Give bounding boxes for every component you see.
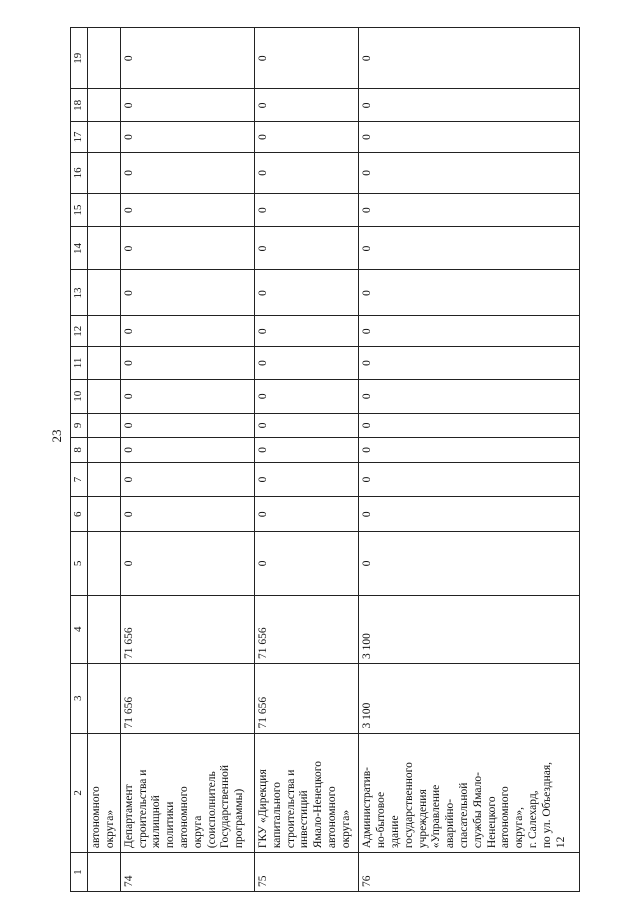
cell-value: 0 (255, 316, 359, 347)
cell-empty (88, 270, 121, 316)
cell-value: 0 (120, 532, 254, 595)
cell-value: 0 (120, 89, 254, 122)
column-number: 17 (71, 122, 88, 153)
cell-empty (88, 413, 121, 438)
cell-value: 0 (255, 270, 359, 316)
cell-value: 0 (120, 227, 254, 270)
cell-value: 0 (255, 379, 359, 413)
cell-empty (88, 532, 121, 595)
cell-value: 0 (359, 270, 580, 316)
cell-empty (88, 193, 121, 227)
cell-value: 0 (120, 316, 254, 347)
cell-value: 0 (120, 270, 254, 316)
cell-value: 0 (255, 532, 359, 595)
cell-value: 0 (359, 413, 580, 438)
cell-value: 0 (359, 89, 580, 122)
column-number: 8 (71, 438, 88, 463)
continuation-text: автономного округа» (88, 733, 121, 853)
cell-value: 0 (120, 379, 254, 413)
column-number: 6 (71, 497, 88, 532)
page-number: 23 (49, 429, 64, 443)
cell-value: 0 (359, 532, 580, 595)
cell-value: 71 656 (255, 664, 359, 734)
row-number: 75 (255, 853, 359, 892)
table-row (359, 28, 580, 892)
column-number: 5 (71, 532, 88, 595)
cell-value: 0 (359, 379, 580, 413)
column-number: 4 (71, 595, 88, 664)
table-row (120, 28, 254, 892)
cell-value: 0 (255, 152, 359, 193)
row-name: ГКУ «Дирекция капитального строительства и инвестиций Ямало-Ненецкого автономного округа» (255, 733, 359, 853)
cell-value: 0 (120, 347, 254, 380)
cell-value: 0 (120, 462, 254, 497)
cell-value: 0 (120, 497, 254, 532)
cell-value: 0 (359, 497, 580, 532)
cell-value: 0 (359, 122, 580, 153)
column-number: 2 (71, 733, 88, 853)
column-number: 10 (71, 379, 88, 413)
cell-value: 71 656 (120, 664, 254, 734)
row-number: 74 (120, 853, 254, 892)
column-number: 3 (71, 664, 88, 734)
cell-empty (88, 438, 121, 463)
cell-value: 0 (359, 316, 580, 347)
column-number: 13 (71, 270, 88, 316)
cell-empty (88, 462, 121, 497)
column-number: 11 (71, 347, 88, 380)
cell-value: 0 (255, 413, 359, 438)
row-name: Департамент строительства и жилищной политики автономного округа (соисполнитель Государственной программы) (120, 733, 254, 853)
cell-value: 0 (255, 28, 359, 89)
column-number: 7 (71, 462, 88, 497)
column-number: 15 (71, 193, 88, 227)
cell-value: 0 (120, 193, 254, 227)
continuation-row (88, 28, 121, 892)
cell-value: 0 (255, 438, 359, 463)
cell-value: 3 100 (359, 664, 580, 734)
cell-value: 0 (255, 347, 359, 380)
cell-value: 0 (359, 193, 580, 227)
cell-value: 0 (255, 193, 359, 227)
cell-empty (88, 379, 121, 413)
column-number: 1 (71, 853, 88, 892)
cell-value: 0 (359, 438, 580, 463)
budget-table-sheet (70, 27, 580, 892)
column-number: 19 (71, 28, 88, 89)
cell-value: 0 (255, 227, 359, 270)
cell-empty (88, 316, 121, 347)
cell-value: 0 (359, 462, 580, 497)
cell-empty (88, 28, 121, 89)
header-row (71, 28, 88, 892)
cell-empty (88, 152, 121, 193)
cell-value: 0 (120, 122, 254, 153)
column-number: 12 (71, 316, 88, 347)
column-number: 9 (71, 413, 88, 438)
cell-empty (88, 497, 121, 532)
cell-empty (88, 595, 121, 664)
cell-empty (88, 853, 121, 892)
cell-value: 3 100 (359, 595, 580, 664)
table-row (255, 28, 359, 892)
cell-value: 0 (359, 227, 580, 270)
cell-value: 0 (120, 28, 254, 89)
cell-value: 0 (359, 152, 580, 193)
cell-value: 0 (359, 28, 580, 89)
cell-value: 0 (120, 152, 254, 193)
row-name: Административ- но-бытовое здание государственного учреждения «Управление аварийно- спасательной службы Ямало- Ненецкого автономного округа», г. Салехард, по ул. Объездная, 12 (359, 733, 580, 853)
column-number: 16 (71, 152, 88, 193)
cell-empty (88, 122, 121, 153)
cell-value: 0 (255, 462, 359, 497)
cell-value: 0 (120, 438, 254, 463)
cell-empty (88, 89, 121, 122)
row-number: 76 (359, 853, 580, 892)
cell-value: 0 (120, 413, 254, 438)
cell-value: 0 (255, 89, 359, 122)
budget-table (70, 27, 580, 892)
cell-value: 0 (255, 122, 359, 153)
column-number: 18 (71, 89, 88, 122)
column-number: 14 (71, 227, 88, 270)
cell-empty (88, 227, 121, 270)
cell-empty (88, 347, 121, 380)
cell-value: 0 (359, 347, 580, 380)
cell-empty (88, 664, 121, 734)
cell-value: 0 (255, 497, 359, 532)
cell-value: 71 656 (255, 595, 359, 664)
cell-value: 71 656 (120, 595, 254, 664)
